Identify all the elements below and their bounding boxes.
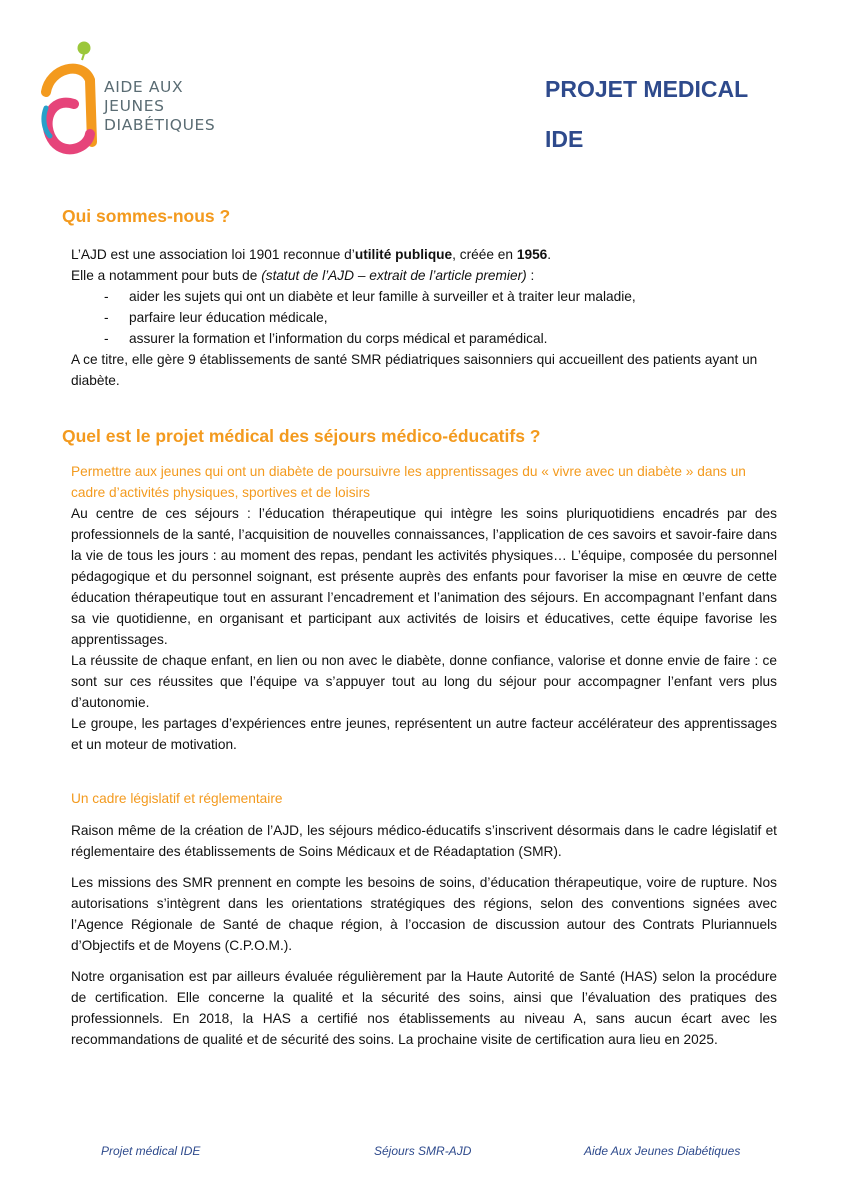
who-intro-text: , créée en — [452, 247, 517, 262]
section-heading-who: Qui sommes-nous ? — [62, 206, 231, 226]
who-intro — [71, 244, 777, 265]
who-intro-text: . — [547, 247, 552, 262]
logo-wordmark — [104, 78, 215, 135]
legal-paragraph: Notre organisation est par ailleurs évaluée régulièrement par la Haute Autorité de Santé (HAS) selon la procédure de certification. Elle concerne la qualité et la sécurité des soins, ainsi que l’évaluation des pratiques des professionnels. En 2018, la HAS a certifié nos établissements au niveau A, sans aucun écart avec les recommandations de qualité et de sécurité des soins. La prochaine visite de certification aura lieu en 2025. — [71, 969, 777, 1047]
footer-center: Séjours SMR-AJD — [374, 1144, 472, 1158]
who-intro-text: L’AJD est une association loi 1901 reconnue d’ — [71, 247, 355, 262]
who-founding-year: 1956 — [516, 247, 548, 262]
project-section-body — [71, 461, 777, 755]
list-item: - parfaire leur éducation médicale, — [71, 307, 777, 328]
who-aims-list — [71, 286, 777, 349]
document-subtitle: IDE — [545, 126, 584, 152]
who-intro-bold: utilité publique — [354, 247, 453, 262]
logo-pink-bowl — [48, 103, 90, 150]
project-paragraph: La réussite de chaque enfant, en lien ou non avec le diabète, donne confiance, valorise et donne envie de faire : ce sont sur ces réussites que l’équipe va s’appuyer tout au long du séjour pour accompagner l’enfant vers plus d’autonomie. — [71, 653, 777, 710]
logo-green-stem — [82, 54, 84, 60]
who-aims — [71, 265, 777, 286]
footer-right: Aide Aux Jeunes Diabétiques — [584, 1144, 741, 1158]
logo-green-dot — [78, 42, 91, 55]
logo-line: JEUNES — [104, 97, 165, 115]
who-aims-source: (statut de l’AJD – extrait de l’article premier) — [261, 268, 527, 283]
who-aims-text: Elle a notamment pour buts de — [71, 268, 262, 283]
legal-subheading: Un cadre législatif et réglementaire — [71, 791, 283, 806]
list-item: - aider les sujets qui ont un diabète et leur famille à surveiller et à traiter leur maladie, — [71, 286, 777, 307]
who-aims-text: : — [526, 268, 535, 283]
logo-line: DIABÉTIQUES — [104, 116, 216, 134]
document-title: PROJET MEDICAL — [545, 76, 749, 102]
legal-paragraph: Les missions des SMR prennent en compte les besoins de soins, d’éducation thérapeutique, voire de rupture. Nos autorisations s’intègrent dans les orientations stratégiques des régions, selon des conventions signées avec l’Agence Régionale de Santé de chaque région, à l’occasion de discussion autour des Contrats Pluriannuels d’Objectifs et de Moyens (C.P.O.M.). — [71, 875, 777, 953]
project-paragraph: Au centre de ces séjours : l’éducation thérapeutique qui intègre les soins pluriquotidiens encadrés par des professionnels de la santé, l’acquisition de nouvelles connaissances, l’application de ces savoirs et savoir-faire dans la vie de tous les jours : au moment des repas, pendant les activités physiques… L’équipe, composée du personnel pédagogique et du personnel soignant, est présente auprès des enfants pour favoriser la mise en œuvre de cette éducation thérapeutique tout en assurant l’encadrement et l’animation des séjours. En accompagnant l’enfant dans sa vie quotidienne, en organisant et participant aux activités de loisirs et éducatives, cette équipe favorise les apprentissages. — [71, 506, 777, 647]
legal-section-body — [71, 788, 777, 1050]
project-subheading: Permettre aux jeunes qui ont un diabète de poursuivre les apprentissages du « vivre avec un diabète » dans un cadre d’activités physiques, sportives et de loisirs — [71, 464, 746, 500]
list-item: - assurer la formation et l’information du corps médical et paramédical. — [71, 328, 777, 349]
section-heading-project: Quel est le projet médical des séjours médico-éducatifs ? — [62, 426, 541, 446]
who-closing: A ce titre, elle gère 9 établissements de santé SMR pédiatriques saisonniers qui accueillent des patients ayant un diabète. — [71, 352, 758, 388]
legal-paragraph: Raison même de la création de l’AJD, les séjours médico-éducatifs s’inscrivent désormais dans le cadre législatif et réglementaire des établissements de Soins Médicaux et de Réadaptation (SMR). — [71, 823, 777, 859]
project-paragraph: Le groupe, les partages d’expériences entre jeunes, représentent un autre facteur accélérateur des apprentissages et un moteur de motivation. — [71, 716, 777, 752]
logo-line: AIDE AUX — [104, 78, 184, 96]
footer-left: Projet médical IDE — [101, 1144, 201, 1158]
who-section-body — [71, 244, 777, 391]
